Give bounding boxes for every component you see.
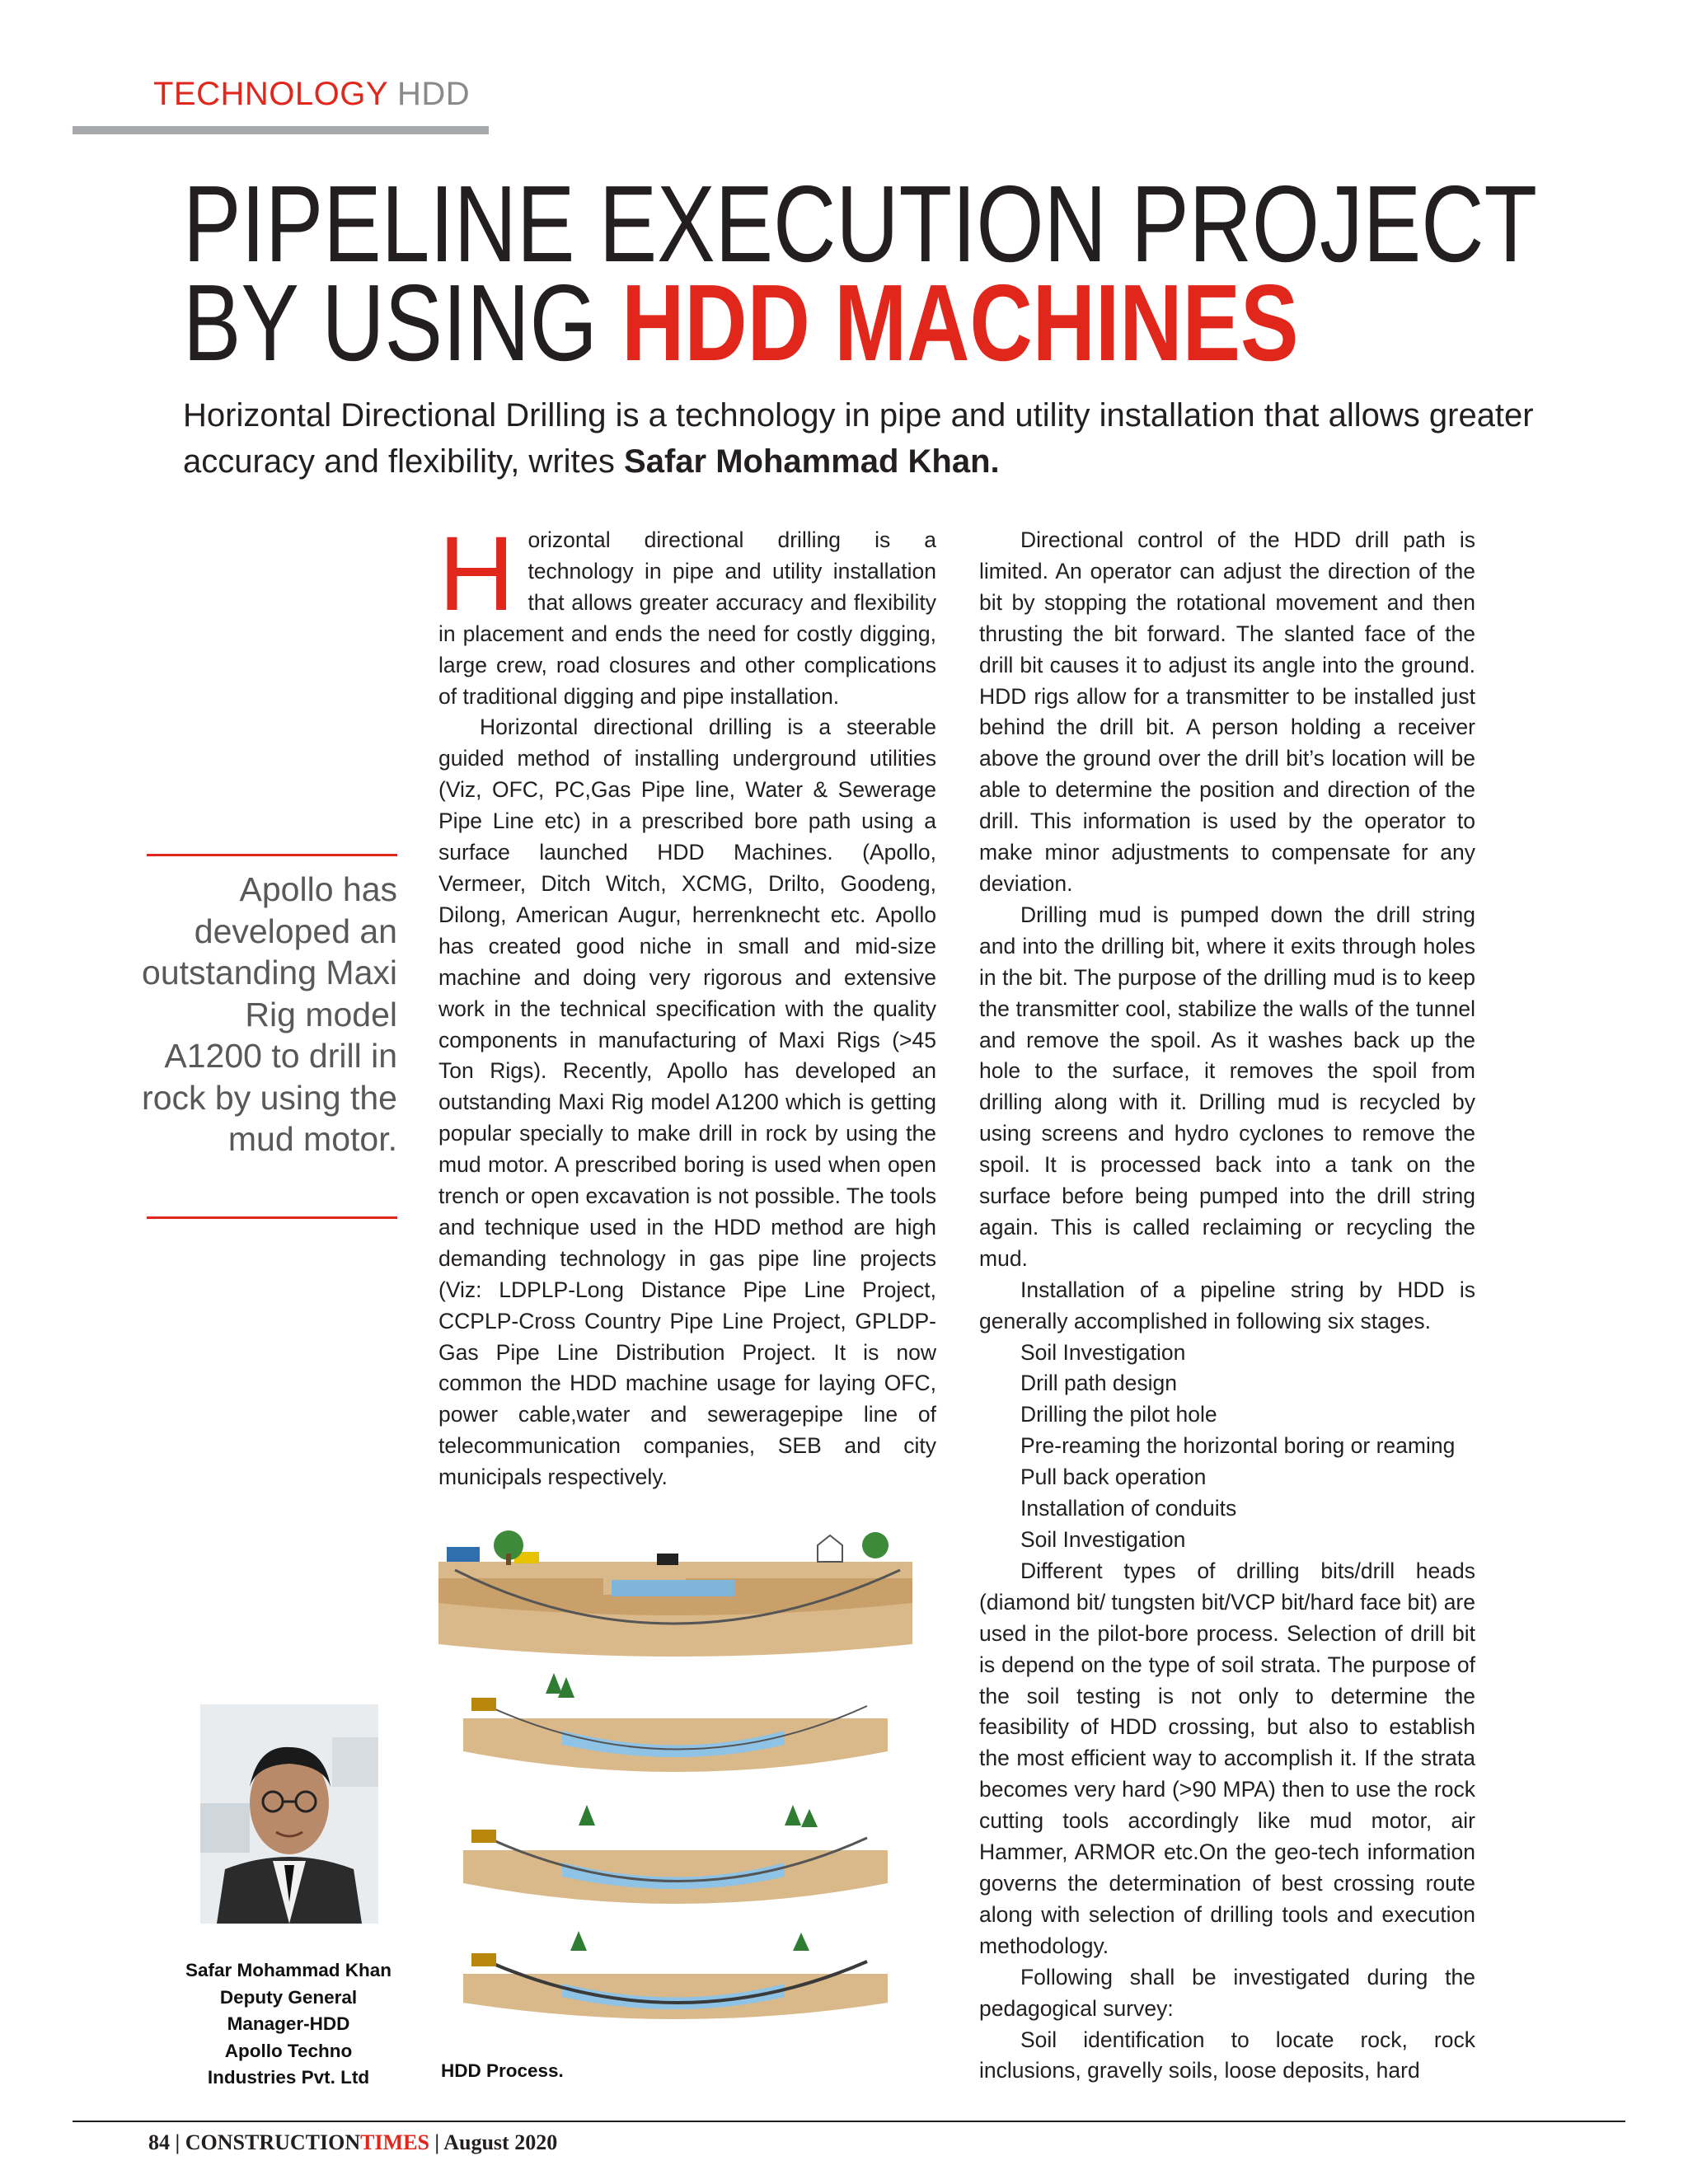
figure-caption: HDD Process.	[441, 2060, 564, 2081]
headline	[183, 163, 1537, 383]
list-item: Drilling the pilot hole	[1020, 1402, 1217, 1427]
standfirst	[183, 392, 1584, 485]
author-title-line: Deputy General	[219, 1986, 358, 2008]
paragraph: Directional control of the HDD drill path is limited. An operator can adjust the direction of the bit by stopping the rotational movement and then thrusting the bit forward. The slanted face of the drill bit causes it to adjust its angle into the ground. HDD rigs allow for a transmitter to be installed just behind the drill bit. A person holding a receiver above the ground over the drill bit’s location will be able to determine the position and direction of the drill. This information is used by the operator to make minor adjustments to compensate for any deviation.	[979, 527, 1475, 896]
headline-line-2	[183, 262, 1357, 383]
list-item: Soil Investigation	[1020, 1527, 1186, 1552]
magazine-name: CONSTRUCTION	[185, 2130, 361, 2154]
author-portrait-image	[200, 1704, 378, 1924]
pullquote-rule-bottom	[147, 1216, 397, 1219]
drop-cap: H	[438, 515, 515, 633]
paragraph: Soil identification to locate rock, rock inclusions, gravelly soils, loose deposits, hard	[979, 2027, 1475, 2083]
section-sublabel: HDD	[396, 76, 471, 112]
section-divider	[73, 126, 489, 134]
pullquote: Apollo has developed an outstanding Maxi Rig model A1200 to drill in rock by using the mud motor.	[142, 870, 397, 1158]
author-photo	[200, 1704, 378, 1924]
headline-line-2-black: BY USING	[183, 262, 598, 383]
paragraph: Drilling mud is pumped down the drill string and into the drilling bit, where it exits through holes in the bit. The purpose of the drilling mud is to keep the transmitter cool, stabilize the walls of the tunnel and remove the spoil. As it washes back up the hole to the surface, it removes the spoil from drilling along with it. Drilling mud is recycled by using screens and hydro cyclones to remove the spoil. It is processed back into a tank on the surface before being pumped into the drill string again. This is called reclaiming or recycling the mud.	[979, 902, 1475, 1271]
standfirst-text: Horizontal Directional Drilling is a technology in pipe and utility installation that allows greater accuracy and flexibility, writes	[183, 397, 1534, 480]
headline-line-1: PIPELINE EXECUTION PROJECT	[183, 163, 1537, 284]
section-tag	[153, 77, 470, 110]
footer-separator: |	[434, 2130, 440, 2154]
article-column-1	[438, 515, 936, 1493]
author-company-line: Industries Pvt. Ltd	[207, 2067, 370, 2088]
magazine-name-accent: TIMES	[360, 2130, 429, 2154]
footer-rule	[73, 2121, 1625, 2122]
paragraph	[438, 515, 936, 712]
paragraph: Installation of a pipeline string by HDD is generally accomplished in following six stages.	[979, 1277, 1475, 1333]
list-item: Pre-reaming the horizontal boring or reaming	[1020, 1433, 1456, 1459]
paragraph: Following shall be investigated during the pedagogical survey:	[979, 1964, 1475, 2021]
author-name: Safar Mohammad Khan	[185, 1960, 392, 1980]
list-item: Pull back operation	[1020, 1465, 1207, 1490]
list-item: Drill path design	[1020, 1371, 1178, 1396]
page-number: 84	[148, 2130, 170, 2154]
headline-line-2-red: HDD MACHINES	[621, 262, 1299, 383]
paragraph-text: orizontal directional drilling is a technology in pipe and utility installation that allows greater accuracy and flexibility in placement and ends the need for costly digging, large crew, road closures and other complications of traditional digging and pipe installation.	[438, 527, 936, 709]
author-title-line: Manager-HDD	[227, 2013, 350, 2034]
article-column-2	[979, 525, 1475, 2087]
pullquote-rule-top	[147, 854, 397, 856]
standfirst-author: Safar Mohammad Khan.	[624, 443, 1000, 480]
page-footer	[148, 2130, 557, 2155]
hdd-process-figure	[438, 1529, 912, 2023]
paragraph: Horizontal directional drilling is a steerable guided method of installing underground utilities (Viz, OFC, PC,Gas Pipe line, Water & Sewerage Pipe Line etc) in a prescribed bore path using a surface launched HDD Machines. (Apollo, Vermeer, Ditch Witch, XCMG, Drilto, Goodeng, Dilong, American Augur, herrenknecht etc. Apollo has created good niche in small and mid-size machine and doing very rigorous and extensive work in the technical specification with the quality components in manufacturing of Maxi Rigs (>45 Ton Rigs). Recently, Apollo has developed an outstanding Maxi Rig model A1200 which is getting popular specially to make drill in rock by using the mud motor. A prescribed boring is used when open trench or open excavation is not possible. The tools and technique used in the HDD method are high demanding technology in gas pipe line projects (Viz: LDPLP-Long Distance Pipe Line Project, CCPLP-Cross Country Pipe Line Project, GPLDP-Gas Pipe Line Distribution Project. It is now common the HDD machine usage for laying OFC, power cable,water and seweragepipe line of telecommunication companies, SEB and city municipals respectively.	[438, 715, 936, 1490]
footer-separator: |	[175, 2130, 181, 2154]
paragraph: Different types of drilling bits/drill heads (diamond bit/ tungsten bit/VCP bit/hard face bit) are used in the pilot-bore process. Selection of drill bit is depend on the type of soil strata. The purpose of the soil testing is not only to determine the feasibility of HDD crossing, but also to establish the most efficient way to accomplish it. If the strata becomes very hard (>90 MPA) then to use the rock cutting tools accordingly like mud motor, air Hammer, ARMOR etc.On the geo-tech information governs the determination of best crossing route along with selection of drilling tools and execution methodology.	[979, 1558, 1475, 1958]
list-item: Installation of conduits	[1020, 1496, 1237, 1521]
hdd-diagram-illustration	[438, 1529, 912, 2023]
author-caption	[165, 1957, 412, 2092]
author-company-line: Apollo Techno	[224, 2040, 353, 2061]
section-label: TECHNOLOGY	[153, 76, 388, 112]
issue-date: August 2020	[443, 2130, 558, 2154]
list-item: Soil Investigation	[1020, 1339, 1186, 1365]
